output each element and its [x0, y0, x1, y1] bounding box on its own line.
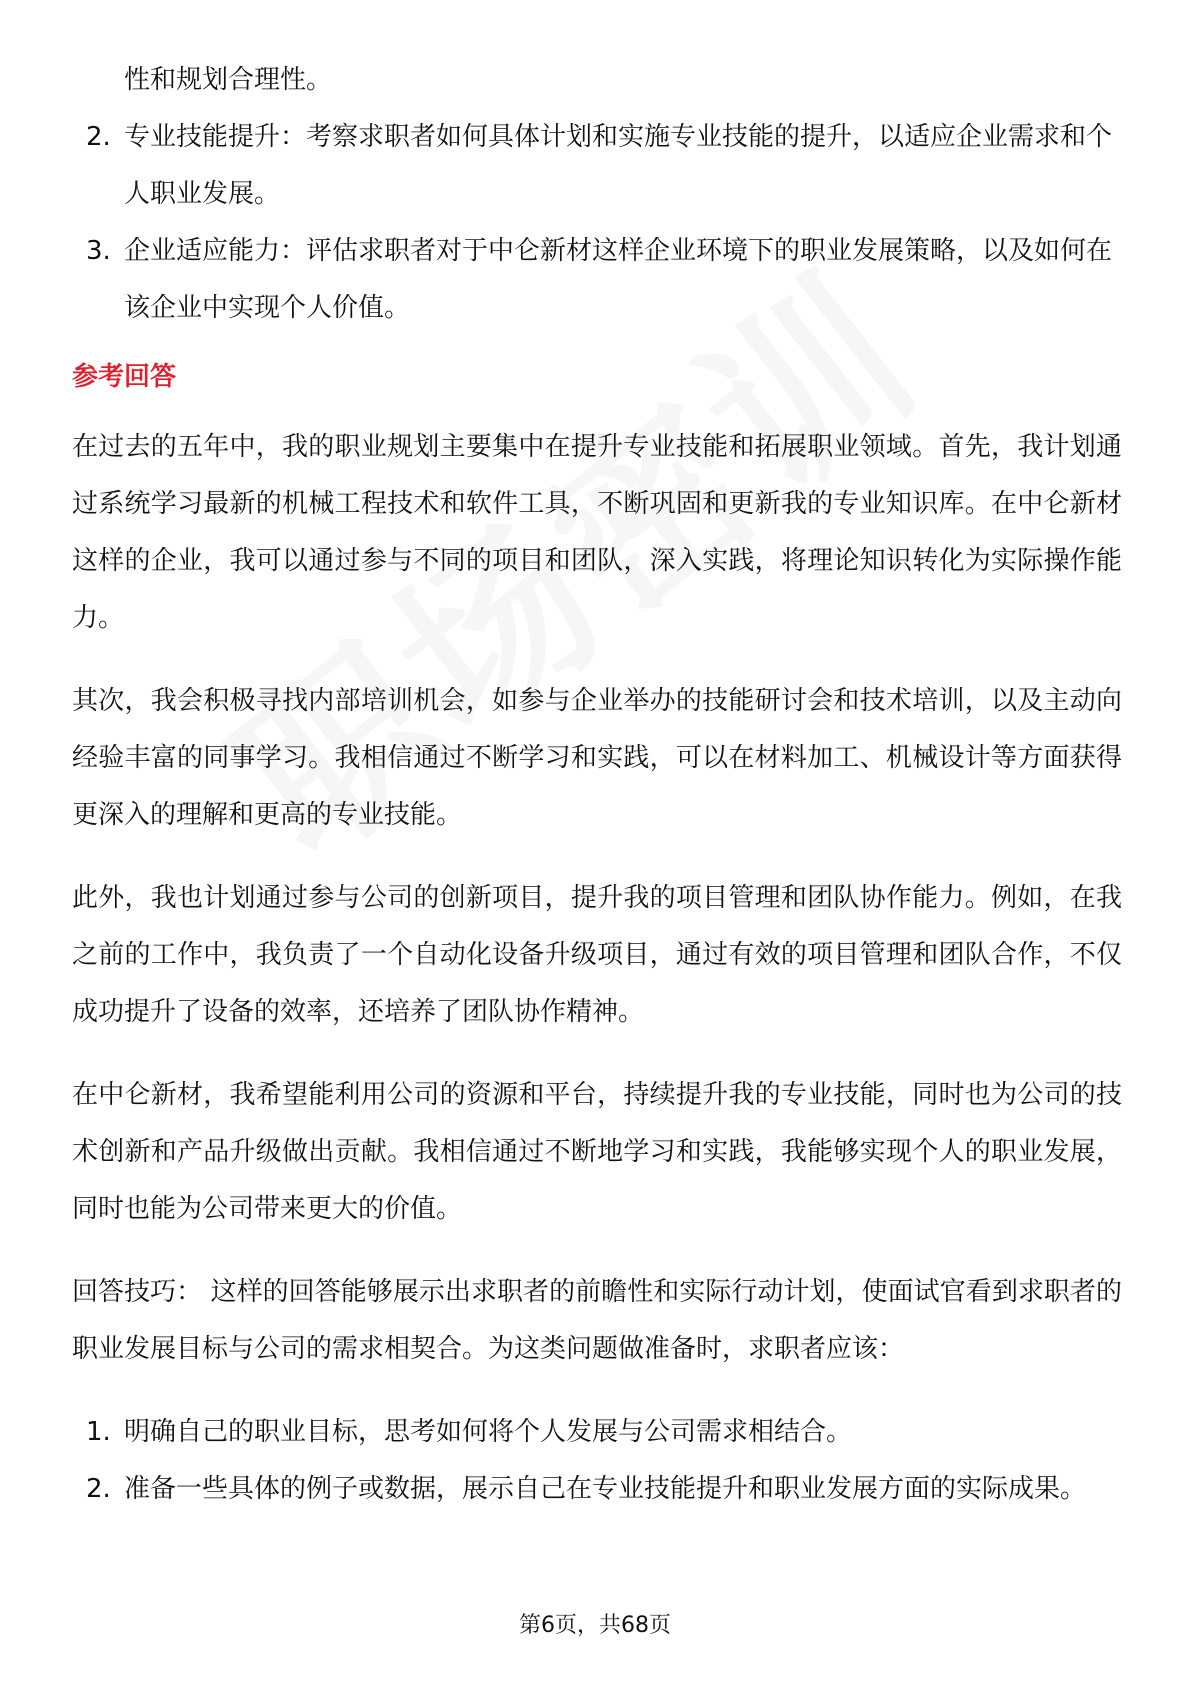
list-text: 准备一些具体的例子或数据，展示自己在专业技能提升和职业发展方面的实际成果。	[124, 1474, 1087, 1504]
list-text: 企业适应能力：评估求职者对于中仑新材这样企业环境下的职业发展策略，以及如何在该企业中实现个人价值。	[124, 236, 1113, 323]
page-content	[72, 52, 1122, 1518]
list-item	[72, 109, 1122, 223]
list-text: 专业技能提升：考察求职者如何具体计划和实施专业技能的提升，以适应企业需求和个人职业发展。	[124, 122, 1113, 209]
list-item	[72, 1404, 1122, 1461]
tips-list	[72, 1404, 1122, 1518]
list-number: 1.	[86, 1417, 111, 1447]
list-item	[72, 1461, 1122, 1518]
list-number: 3.	[86, 236, 111, 266]
criteria-list	[72, 109, 1122, 337]
paragraph: 在过去的五年中，我的职业规划主要集中在提升专业技能和拓展职业领域。首先，我计划通过系统学习最新的机械工程技术和软件工具，不断巩固和更新我的专业知识库。在中仑新材这样的企业，我可以通过参与不同的项目和团队，深入实践，将理论知识转化为实际操作能力。	[72, 432, 1122, 633]
paragraph: 在中仑新材，我希望能利用公司的资源和平台，持续提升我的专业技能，同时也为公司的技术创新和产品升级做出贡献。我相信通过不断地学习和实践，我能够实现个人的职业发展，同时也能为公司带来更大的价值。	[72, 1080, 1122, 1224]
list-item	[72, 223, 1122, 337]
list-number: 2.	[86, 1474, 111, 1504]
answer-tips-paragraph: 回答技巧： 这样的回答能够展示出求职者的前瞻性和实际行动计划，使面试官看到求职者的职业发展目标与公司的需求相契合。为这类问题做准备时，求职者应该：	[72, 1277, 1122, 1364]
list-text: 明确自己的职业目标，思考如何将个人发展与公司需求相结合。	[124, 1417, 853, 1447]
section-heading: 参考回答	[72, 362, 177, 392]
paragraph: 其次，我会积极寻找内部培训机会，如参与企业举办的技能研讨会和技术培训，以及主动向经验丰富的同事学习。我相信通过不断学习和实践，可以在材料加工、机械设计等方面获得更深入的理解和更高的专业技能。	[72, 686, 1122, 830]
paragraph: 此外，我也计划通过参与公司的创新项目，提升我的项目管理和团队协作能力。例如，在我之前的工作中，我负责了一个自动化设备升级项目，通过有效的项目管理和团队合作，不仅成功提升了设备的效率，还培养了团队协作精神。	[72, 883, 1122, 1027]
page-footer: 第6页，共68页	[519, 1613, 671, 1638]
list-item-continuation: 性和规划合理性。	[124, 65, 333, 95]
list-number: 2.	[86, 122, 111, 152]
